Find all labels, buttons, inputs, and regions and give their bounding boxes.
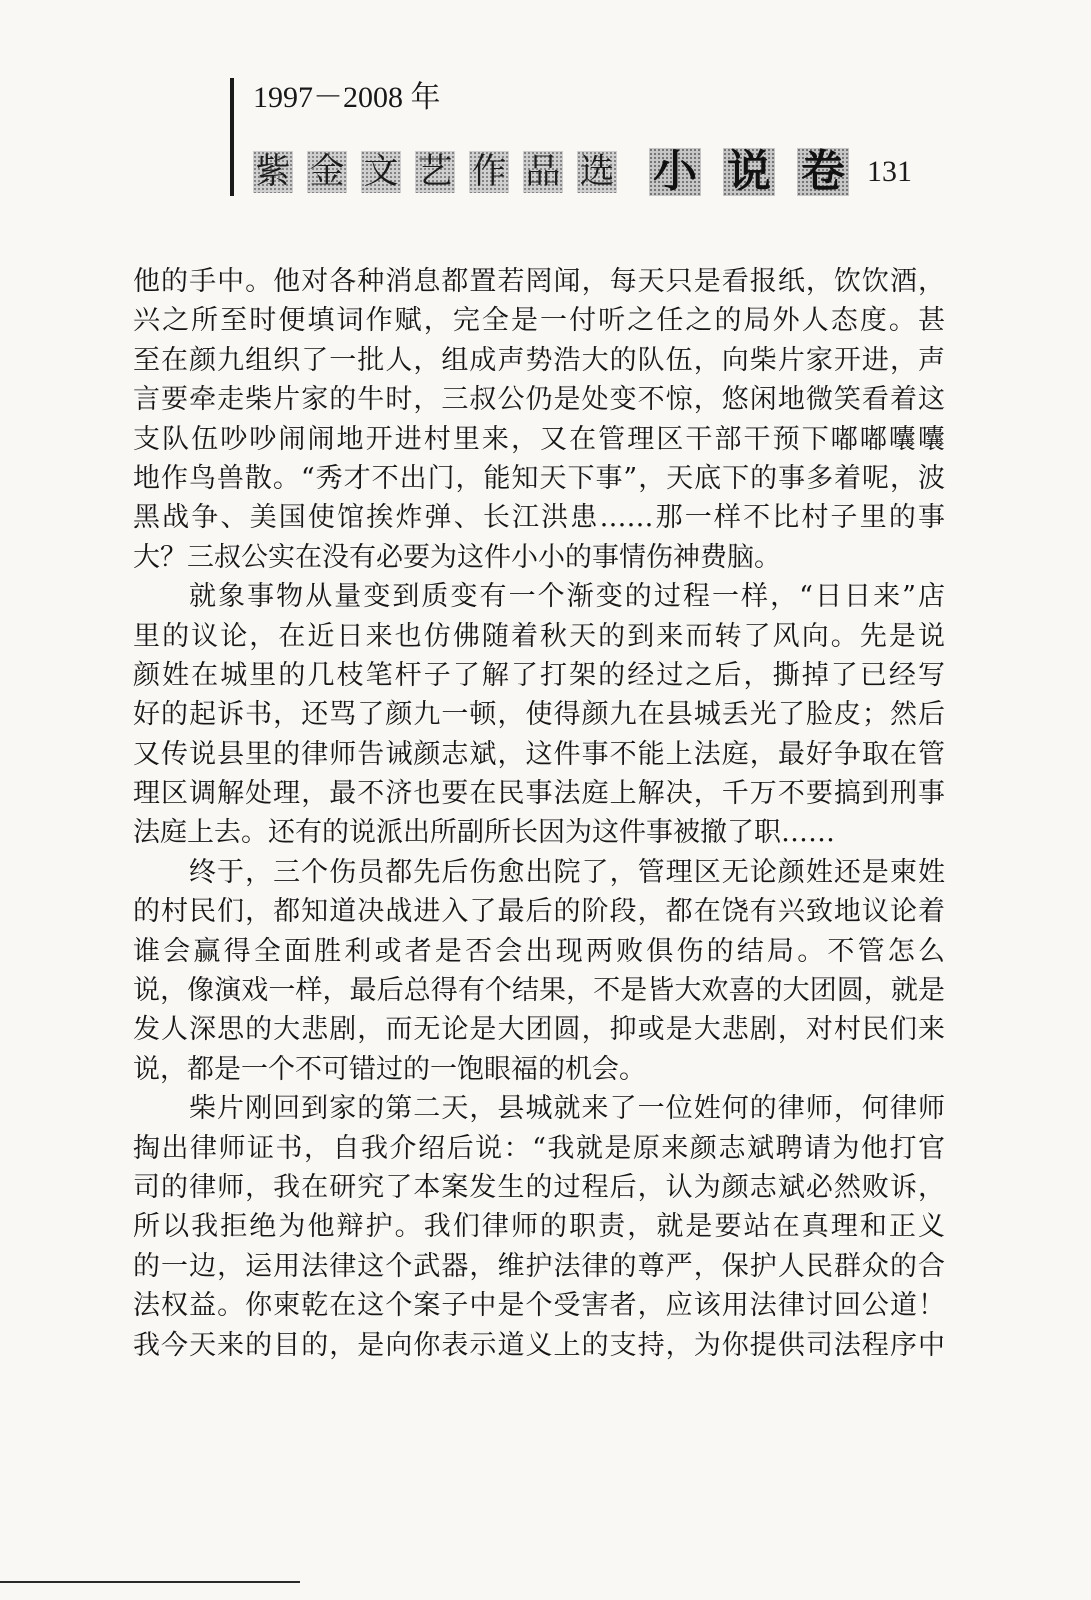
text-line: 支队伍吵吵闹闹地开进村里来，又在管理区干部干预下嘟嘟囔囔 — [133, 423, 945, 455]
text-line: 好的起诉书，还骂了颜九一顿，使得颜九在县城丢光了脸皮；然后 — [133, 699, 945, 731]
body-text — [133, 262, 945, 1365]
series-title-char: 品 — [523, 151, 563, 193]
text-line: 的村民们，都知道决战进入了最后的阶段，都在饶有兴致地议论着 — [133, 896, 945, 928]
volume-title-char: 卷 — [797, 148, 849, 196]
text-line: 又传说县里的律师告诫颜志斌，这件事不能上法庭，最好争取在管 — [133, 738, 945, 770]
text-line: 就象事物从量变到质变有一个渐变的过程一样，“日日来”店 — [189, 581, 945, 613]
series-title-char: 艺 — [415, 151, 455, 193]
page-number: 131 — [867, 155, 912, 188]
text-line: 兴之所至时便填词作赋，完全是一付听之任之的局外人态度。甚 — [133, 305, 945, 337]
header-years: 1997－2008 年 — [253, 81, 441, 114]
header-divider-bar — [230, 78, 234, 196]
text-line: 法庭上去。还有的说派出所副所长因为这件事被撤了职…… — [133, 817, 835, 849]
bottom-rule — [0, 1581, 300, 1583]
text-line: 柴片刚回到家的第二天，县城就来了一位姓何的律师，何律师 — [189, 1093, 945, 1125]
running-header — [253, 148, 912, 196]
series-title-char: 作 — [469, 151, 509, 193]
text-line: 的一边，运用法律这个武器，维护法律的尊严，保护人民群众的合 — [133, 1250, 945, 1282]
text-line: 言要牵走柴片家的牛时，三叔公仍是处变不惊，悠闲地微笑看着这 — [133, 384, 945, 416]
volume-title-char: 说 — [723, 148, 775, 196]
text-line: 所以我拒绝为他辩护。我们律师的职责，就是要站在真理和正义 — [133, 1211, 945, 1243]
series-title-char: 紫 — [253, 151, 293, 193]
text-line: 发人深思的大悲剧，而无论是大团圆，抑或是大悲剧，对村民们来 — [133, 1014, 945, 1046]
text-line: 说，像演戏一样，最后总得有个结果，不是皆大欢喜的大团圆，就是 — [133, 975, 945, 1007]
text-line: 司的律师，我在研究了本案发生的过程后，认为颜志斌必然败诉， — [133, 1171, 945, 1203]
text-line: 掏出律师证书，自我介绍后说：“我就是原来颜志斌聘请为他打官 — [133, 1132, 945, 1164]
text-line: 黑战争、美国使馆挨炸弹、长江洪患……那一样不比村子里的事 — [133, 502, 945, 534]
series-title-char: 金 — [307, 151, 347, 193]
series-title-char: 选 — [577, 151, 617, 193]
text-line: 法权益。你柬乾在这个案子中是个受害者，应该用法律讨回公道！ — [133, 1290, 945, 1322]
text-line: 大？三叔公实在没有必要为这件小小的事情伤神费脑。 — [133, 541, 781, 573]
series-title-char: 文 — [361, 151, 401, 193]
text-line: 里的议论，在近日来也仿佛随着秋天的到来而转了风向。先是说 — [133, 620, 945, 652]
text-line: 我今天来的目的，是向你表示道义上的支持，为你提供司法程序中 — [133, 1329, 945, 1361]
text-line: 说，都是一个不可错过的一饱眼福的机会。 — [133, 1053, 646, 1085]
text-line: 地作鸟兽散。“秀才不出门，能知天下事”，天底下的事多着呢，波 — [133, 462, 945, 494]
text-line: 他的手中。他对各种消息都置若罔闻，每天只是看报纸，饮饮酒， — [133, 266, 945, 297]
volume-title-char: 小 — [649, 148, 701, 196]
text-line: 颜姓在城里的几枝笔杆子了解了打架的经过之后，撕掉了已经写 — [133, 659, 945, 691]
text-line: 至在颜九组织了一批人，组成声势浩大的队伍，向柴片家开进，声 — [133, 344, 945, 376]
text-line: 终于，三个伤员都先后伤愈出院了，管理区无论颜姓还是柬姓 — [189, 856, 945, 888]
text-line: 谁会赢得全面胜利或者是否会出现两败俱伤的结局。不管怎么 — [133, 935, 945, 967]
text-line: 理区调解处理，最不济也要在民事法庭上解决，千万不要搞到刑事 — [133, 778, 945, 810]
